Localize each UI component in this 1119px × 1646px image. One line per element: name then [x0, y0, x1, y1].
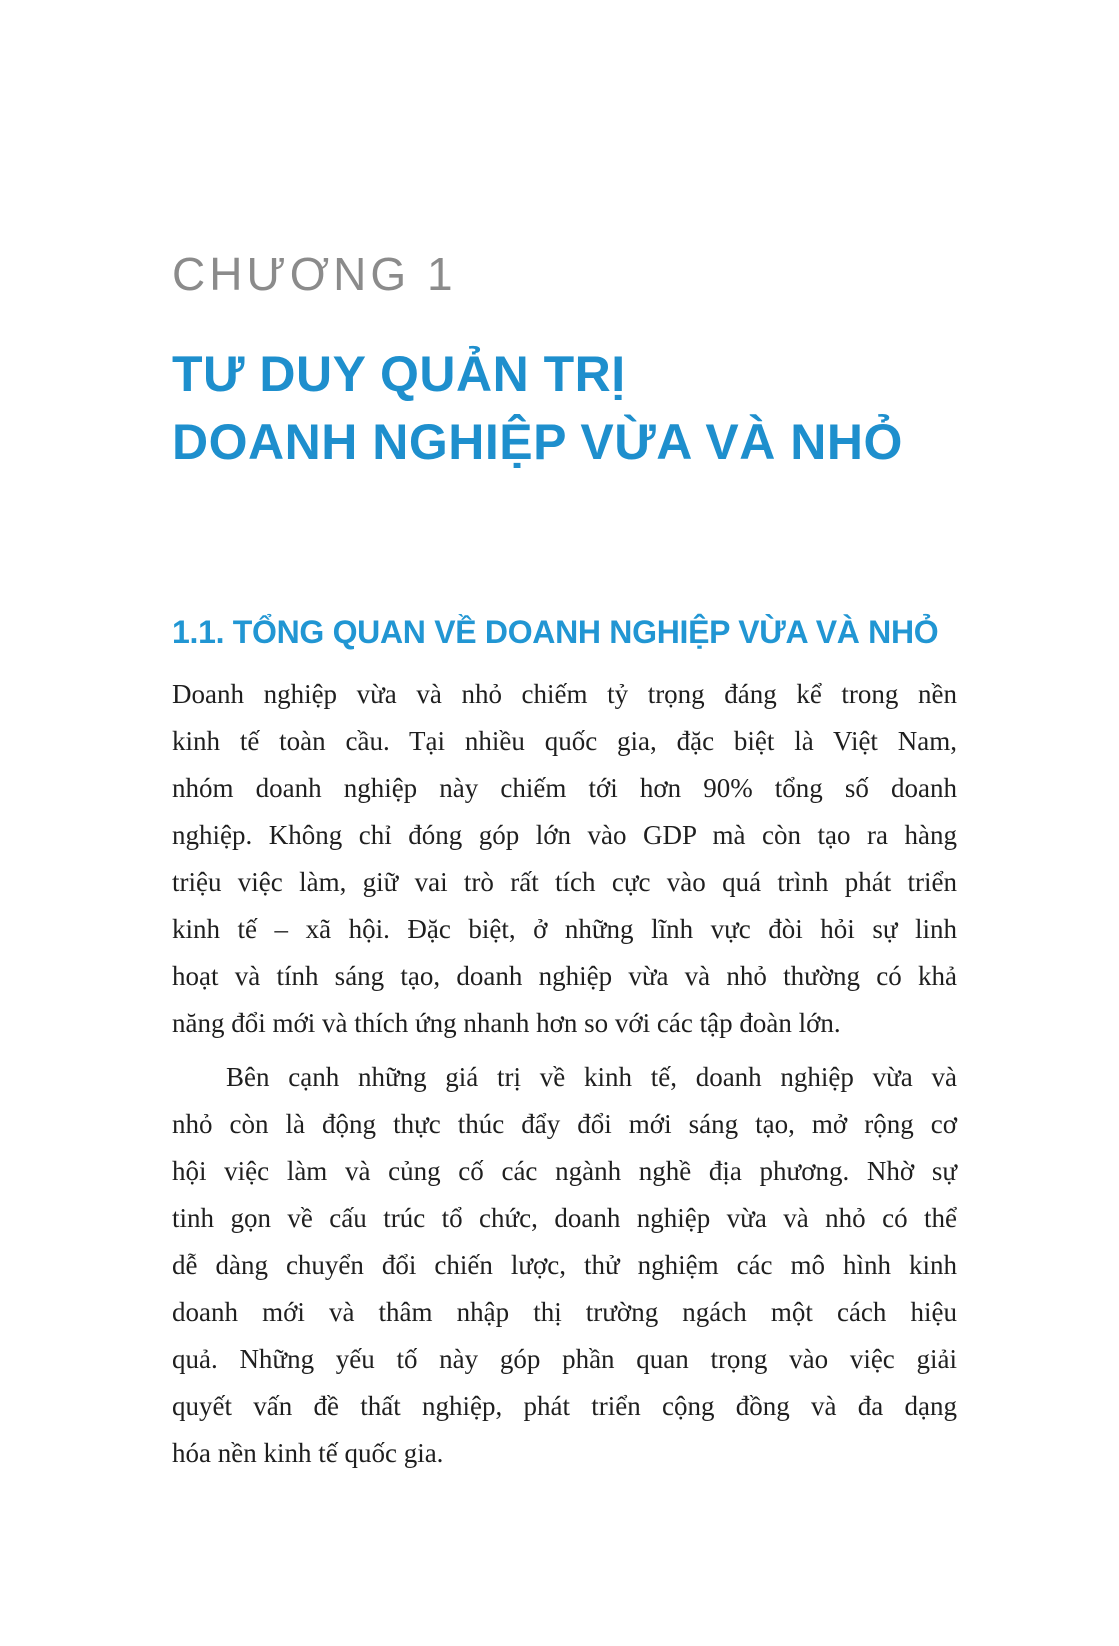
text-line: hóa nền kinh tế quốc gia. — [172, 1438, 444, 1468]
text-line: nhóm doanh nghiệp này chiếm tới hơn 90% tổng số doanh — [172, 773, 957, 803]
text-line: kinh tế toàn cầu. Tại nhiều quốc gia, đặc biệt là Việt Nam, — [172, 726, 957, 756]
chapter-title — [172, 340, 903, 476]
text-line: Bên cạnh những giá trị về kinh tế, doanh nghiệp vừa và — [226, 1062, 957, 1092]
text-line: hoạt và tính sáng tạo, doanh nghiệp vừa và nhỏ thường có khả — [172, 961, 957, 991]
text-line: kinh tế – xã hội. Đặc biệt, ở những lĩnh vực đòi hỏi sự linh — [172, 914, 957, 944]
text-line: hội việc làm và củng cố các ngành nghề địa phương. Nhờ sự — [172, 1156, 957, 1186]
text-line: quả. Những yếu tố này góp phần quan trọng vào việc giải — [172, 1344, 957, 1374]
section-heading: 1.1. TỔNG QUAN VỀ DOANH NGHIỆP VỪA VÀ NHỎ — [172, 614, 939, 650]
text-line: nhỏ còn là động thực thúc đẩy đổi mới sáng tạo, mở rộng cơ — [172, 1109, 957, 1139]
text-line: năng đổi mới và thích ứng nhanh hơn so với các tập đoàn lớn. — [172, 1008, 841, 1038]
text-line: quyết vấn đề thất nghiệp, phát triển cộng đồng và đa dạng — [172, 1391, 957, 1421]
text-line: nghiệp. Không chỉ đóng góp lớn vào GDP mà còn tạo ra hàng — [172, 820, 957, 850]
text-line: Doanh nghiệp vừa và nhỏ chiếm tỷ trọng đáng kể trong nền — [172, 679, 957, 709]
text-line: tinh gọn về cấu trúc tổ chức, doanh nghiệp vừa và nhỏ có thể — [172, 1203, 957, 1233]
body-text — [172, 671, 957, 1477]
text-line: triệu việc làm, giữ vai trò rất tích cực vào quá trình phát triển — [172, 867, 957, 897]
paragraph-2 — [172, 1054, 957, 1477]
chapter-label: CHƯƠNG 1 — [172, 248, 457, 300]
text-line: dễ dàng chuyển đổi chiến lược, thử nghiệm các mô hình kinh — [172, 1250, 957, 1280]
chapter-title-line-2: DOANH NGHIỆP VỪA VÀ NHỎ — [172, 414, 903, 470]
text-line: doanh mới và thâm nhập thị trường ngách một cách hiệu — [172, 1297, 957, 1327]
paragraph-1 — [172, 671, 957, 1047]
chapter-title-line-1: TƯ DUY QUẢN TRỊ — [172, 346, 626, 402]
